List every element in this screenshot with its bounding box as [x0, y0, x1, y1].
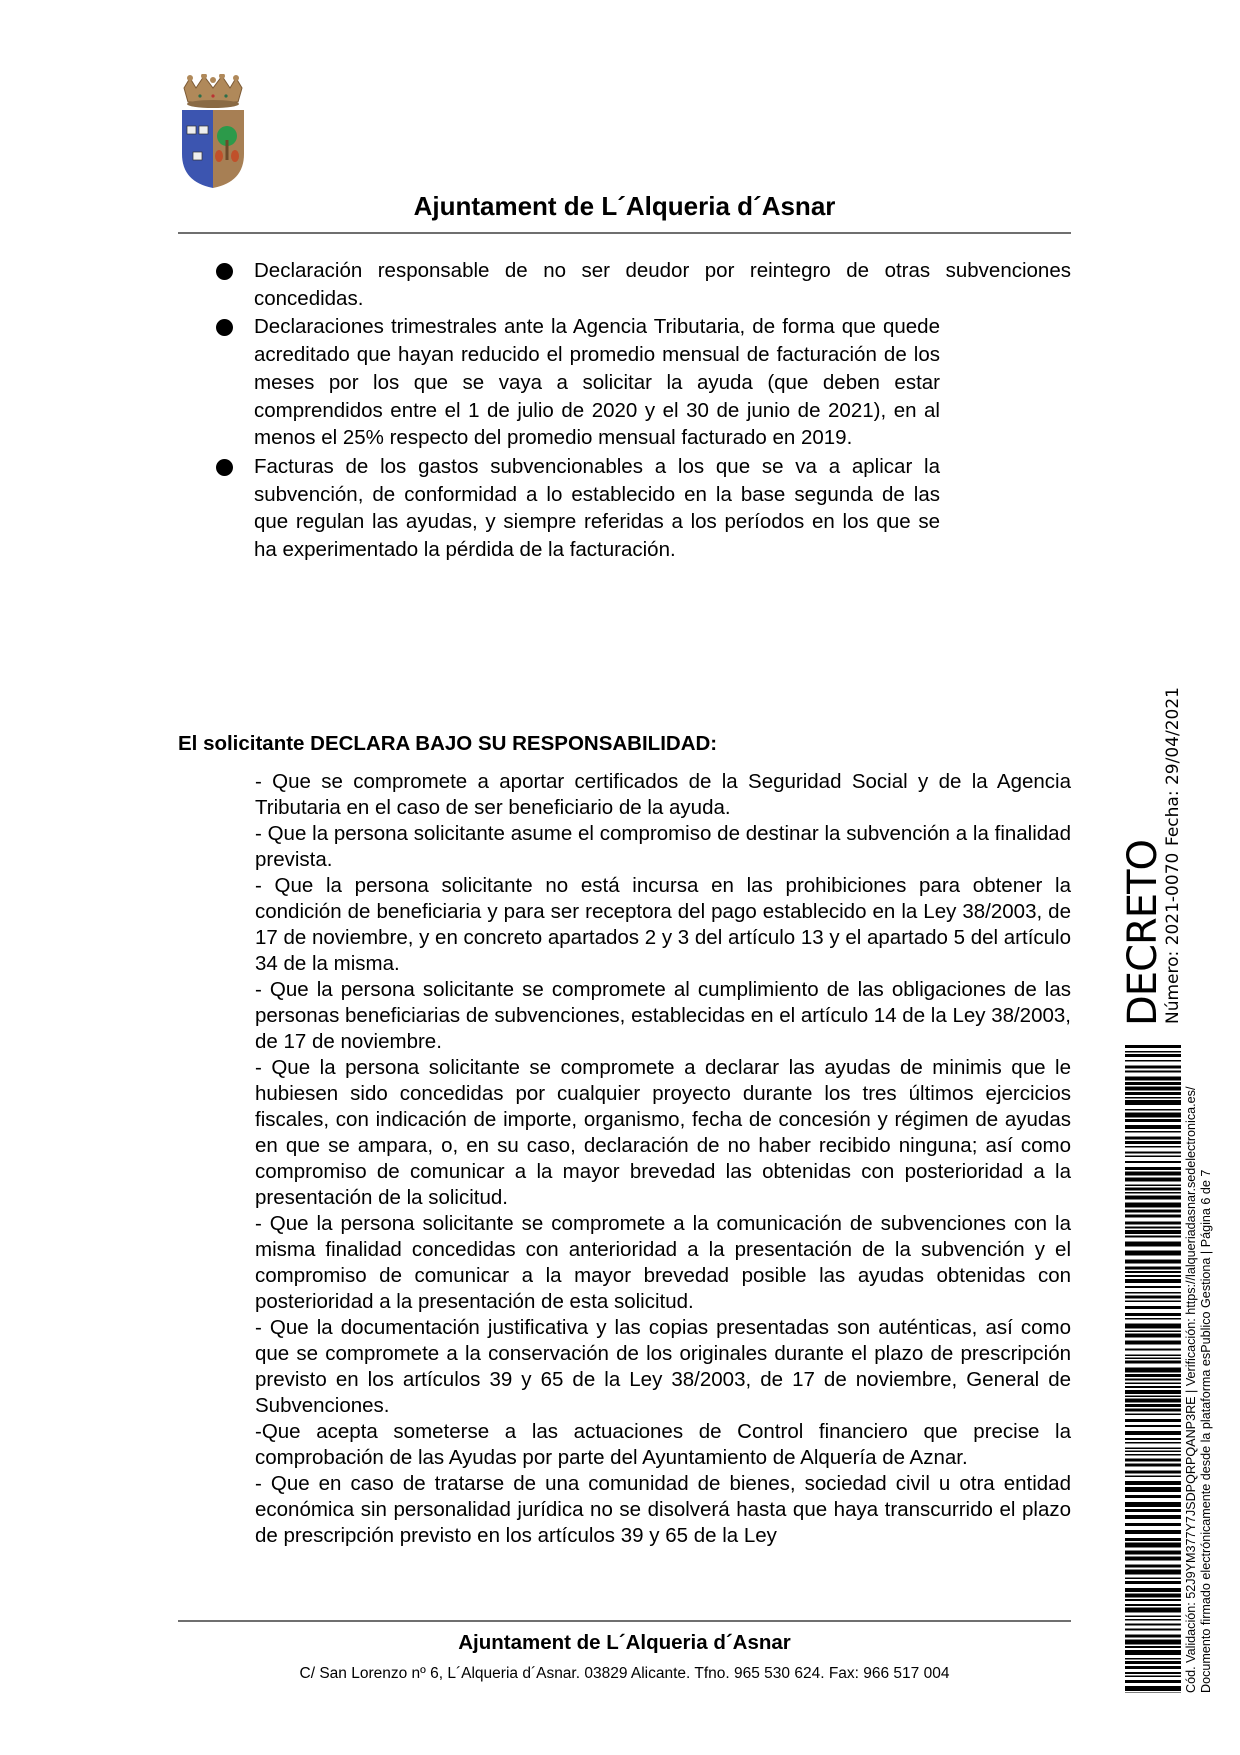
barcode-bar: [1125, 1349, 1181, 1351]
barcode-bar: [1125, 1192, 1181, 1194]
barcode-bar: [1125, 1236, 1181, 1238]
barcode-bar: [1125, 1279, 1181, 1283]
barcode-bar: [1125, 1361, 1181, 1364]
barcode-bar: [1125, 1119, 1181, 1122]
declaration-item: - Que en caso de tratarse de una comunidad de bienes, sociedad civil u otra entidad económica sin personalidad jurídica no se disolverá hasta que haya transcurrido el plazo de prescripción previsto en los artículos 39 y 65 de la Ley: [255, 1472, 1071, 1547]
barcode-bar: [1125, 1137, 1181, 1140]
barcode-bar: [1125, 1419, 1181, 1422]
barcode-bar: [1125, 1210, 1181, 1213]
barcode-bar: [1125, 1619, 1181, 1621]
barcode-bar: [1125, 1313, 1181, 1316]
barcode-bar: [1125, 1404, 1181, 1407]
barcode-bar: [1125, 1604, 1181, 1606]
barcode-bar: [1125, 1324, 1181, 1329]
barcode-bar: [1125, 1318, 1181, 1320]
footer-divider: [178, 1620, 1071, 1622]
page-header-title: Ajuntament de L´Alqueria d´Asnar: [413, 191, 836, 221]
barcode-bar: [1125, 1260, 1181, 1264]
barcode-bar: [1125, 1390, 1181, 1394]
barcode-bar: [1125, 1425, 1181, 1427]
barcode-bar: [1125, 1331, 1181, 1333]
stamp-document-type: DECRETO: [1120, 840, 1166, 1026]
declaration-item: - Que la persona solicitante asume el compromiso de destinar la subvención a la finalidad prevista.: [255, 822, 1071, 871]
barcode-bar: [1125, 1131, 1181, 1133]
barcode-bar: [1125, 1557, 1181, 1561]
barcode-bar: [1125, 1650, 1181, 1655]
barcode-bar: [1125, 1538, 1181, 1541]
barcode-bar: [1125, 1409, 1181, 1412]
barcode-bar: [1125, 1125, 1181, 1129]
barcode-bar: [1125, 1267, 1181, 1270]
list-item-text: Declaraciones trimestrales ante la Agencia Tributaria, de forma que quede acreditado que hayan reducido el promedio mensual de facturación de los meses por los que se vaya a solicitar la ayuda (que deben estar comprendidos entre el 1 de julio de 2020 y el 30 de junio de 2021), en al menos el 25% respecto del promedio mensual facturado en 2019.: [254, 315, 940, 450]
stamp-number: Número: 2021-0070: [1163, 852, 1183, 1024]
barcode-bar: [1125, 1097, 1181, 1099]
list-item-text: Declaración responsable de no ser deudor por reintegro de otras subvenciones concedidas.: [254, 259, 1071, 310]
barcode-bar: [1125, 1661, 1181, 1664]
barcode-bar: [1125, 1471, 1181, 1474]
barcode-bar: [1125, 1071, 1181, 1073]
declaration-item: -Que acepta someterse a las actuaciones de Control financiero que precise la comprobación de las Ayudas por parte del Ayuntamiento de Alquería de Aznar.: [255, 1420, 1071, 1469]
header-divider: [178, 232, 1071, 234]
barcode-bar: [1125, 1082, 1181, 1085]
barcode-bar: [1125, 1296, 1181, 1299]
barcode-bar: [1125, 1271, 1181, 1273]
barcode-bar: [1125, 1608, 1181, 1613]
barcode-bar: [1125, 1530, 1181, 1534]
barcode-bar: [1125, 1396, 1181, 1398]
barcode-bar: [1125, 1051, 1181, 1053]
barcode-bar: [1125, 1087, 1181, 1091]
barcode-bar: [1125, 1451, 1181, 1453]
barcode-bar: [1125, 1178, 1181, 1182]
barcode-bar: [1125, 1431, 1181, 1435]
barcode-bar: [1125, 1676, 1181, 1678]
barcode-bar: [1125, 1066, 1181, 1069]
barcode-bar: [1125, 1509, 1181, 1512]
barcode-bar: [1125, 1414, 1181, 1416]
barcode-bar: [1125, 1599, 1181, 1601]
barcode-bar: [1125, 1379, 1181, 1381]
barcode-bar: [1125, 1464, 1181, 1467]
barcode-bar: [1125, 1368, 1181, 1373]
barcode-bar: [1125, 1196, 1181, 1200]
barcode-bar: [1125, 1060, 1181, 1062]
barcode-bar: [1125, 1588, 1181, 1592]
barcode-bar: [1125, 1646, 1181, 1648]
barcode-bar: [1125, 1188, 1181, 1191]
barcode-bar: [1125, 1185, 1181, 1187]
barcode-bar: [1125, 1686, 1181, 1691]
barcode-bar: [1125, 1146, 1181, 1148]
barcode-bar: [1125, 1386, 1181, 1388]
validation-code-line: Cód. Validación: 52J9YM377Y7JSDPQRPQANP3RE | Verificación: https://lalqueriadasnar.sedelectronica.es/: [1184, 1086, 1198, 1693]
barcode-bar: [1125, 1578, 1181, 1580]
barcode-bar: [1125, 1616, 1181, 1618]
barcode-bar: [1125, 1680, 1181, 1683]
crown-icon: [184, 74, 242, 108]
barcode-bar: [1125, 1172, 1181, 1176]
barcode-bar: [1125, 1113, 1181, 1118]
barcode-bar: [1125, 1383, 1181, 1385]
required-documents-list: [178, 257, 1071, 565]
barcode-bar: [1125, 1301, 1181, 1303]
barcode-bar: [1125, 1077, 1181, 1081]
barcode-bar: [1125, 1215, 1181, 1218]
barcode-bar: [1125, 1161, 1181, 1163]
barcode-bar: [1125, 1629, 1181, 1631]
declarations-heading: El solicitante DECLARA BAJO SU RESPONSABILIDAD:: [178, 732, 718, 755]
barcode-bar: [1125, 1523, 1181, 1526]
barcode-bar: [1125, 1141, 1181, 1144]
barcode-bar: [1125, 1442, 1181, 1444]
barcode-bar: [1125, 1624, 1181, 1626]
barcode-bar: [1125, 1658, 1181, 1660]
barcode-bar: [1125, 1594, 1181, 1598]
barcode-bar: [1125, 1286, 1181, 1288]
barcode-bar: [1125, 1543, 1181, 1548]
declaration-item: - Que la persona solicitante se compromete a declarar las ayudas de minimis que le hubiesen sido concedidas por cualquier proyecto durante los tres últimos ejercicios fiscales, con indicación de importe, organismo, fecha de concesión y régimen de ayudas en que se ampara, o, en su caso, declaración de no haber recibido ninguna; así como compromiso de comunicar a la mayor brevedad las obtenidas con posterioridad a la presentación de la solicitud.: [255, 1056, 1071, 1209]
barcode-bar: [1125, 1487, 1181, 1492]
stamp-date: Fecha: 29/04/2021: [1163, 687, 1183, 846]
barcode-bar: [1125, 1156, 1181, 1158]
barcode-bar: [1125, 1581, 1181, 1584]
barcode-bar: [1125, 1635, 1181, 1638]
signature-platform-line: Documento firmado electrónicamente desde la plataforma esPublico Gestiona | Página 6 de 7: [1199, 1169, 1213, 1693]
municipal-coat-of-arms-logo: [178, 74, 248, 190]
footer-address: C/ San Lorenzo nº 6, L´Alqueria d´Asnar. 03829 Alicante. Tfno. 965 530 624. Fax: 966 517 004: [299, 1665, 950, 1682]
barcode-bar: [1125, 1100, 1181, 1105]
declaration-item: - Que la persona solicitante se compromete a la comunicación de subvenciones con la misma finalidad concedidas con anterioridad a la presentación de la subvención y el compromiso de comunicar a la mayor brevedad posible las ayudas obtenidas con posterioridad a la presentación de esta solicitud.: [255, 1212, 1071, 1313]
barcode-bar: [1125, 1292, 1181, 1294]
barcode-bar: [1125, 1454, 1181, 1456]
list-item: [178, 257, 1071, 312]
declaration-item: - Que se compromete a aportar certificados de la Seguridad Social y de la Agencia Tributaria en el caso de ser beneficiario de la ayuda.: [255, 770, 1071, 819]
barcode-bar: [1125, 1565, 1181, 1568]
barcode-bar: [1125, 1666, 1181, 1669]
barcode-bar: [1125, 1167, 1181, 1170]
barcode-bar: [1125, 1275, 1181, 1277]
barcode-bar: [1125, 1334, 1181, 1338]
barcode-bar: [1125, 1242, 1181, 1247]
barcode-bar: [1125, 1374, 1181, 1377]
barcode-bar: [1125, 1152, 1181, 1154]
barcode-bar: [1125, 1551, 1181, 1555]
list-item-text: Facturas de los gastos subvencionables a los que se va a aplicar la subvención, de conformidad a lo establecido en la base segunda de las que regulan las ayudas, y siempre referidas a los períodos en los que se ha experimentado la pérdida de la facturación.: [254, 454, 940, 562]
declaration-item: - Que la persona solicitante se compromete al cumplimiento de las obligaciones de las personas beneficiarias de subvenciones, establecidas en el artículo 14 de la Ley 38/2003, de 17 de noviembre.: [255, 978, 1071, 1053]
declaration-item: - Que la documentación justificativa y las copias presentadas son auténticas, así como que se compromete a la conservación de los originales durante el plazo de prescripción previsto en los artículos 39 y 65 de la Ley 38/2003, de 17 de noviembre, General de Subvenciones.: [255, 1316, 1071, 1417]
barcode-bar: [1125, 1355, 1181, 1357]
barcode-bar: [1125, 1399, 1181, 1403]
declarations-list: [255, 769, 1071, 1549]
bullet-icon: [216, 263, 233, 280]
barcode-bar: [1125, 1203, 1181, 1208]
verification-text: [1184, 1087, 1214, 1693]
barcode-bar: [1125, 1476, 1181, 1478]
barcode-bar: [1125, 1438, 1181, 1440]
barcode-bar: [1125, 1222, 1181, 1225]
barcode-bar: [1125, 1054, 1181, 1057]
barcode-bar: [1125, 1306, 1181, 1309]
footer-title: Ajuntament de L´Alqueria d´Asnar: [458, 1631, 791, 1654]
list-item: [178, 313, 1071, 452]
barcode-bar: [1125, 1502, 1181, 1507]
barcode-bar: [1125, 1251, 1181, 1256]
barcode-bar: [1125, 1481, 1181, 1485]
barcode-bar: [1125, 1693, 1181, 1694]
declaration-item: - Que la persona solicitante no está incursa en las prohibiciones para obtener la condición de beneficiaria y para ser receptora del pago establecido en la Ley 38/2003, de 17 de noviembre, y en concreto apartados 2 y 3 del artículo 13 y el apartado 5 del artículo 34 de la misma.: [255, 874, 1071, 975]
list-item: [178, 453, 1071, 564]
barcode-bar: [1125, 1448, 1181, 1450]
barcode-bar: [1125, 1459, 1181, 1462]
barcode-bar: [1125, 1045, 1181, 1048]
barcode-bar: [1125, 1515, 1181, 1519]
barcode-bar: [1125, 1358, 1181, 1360]
barcode-bar: [1125, 1227, 1181, 1229]
validation-barcode: [1125, 1045, 1181, 1693]
bullet-icon: [216, 319, 233, 336]
barcode-bar: [1125, 1109, 1181, 1111]
barcode-bar: [1125, 1640, 1181, 1645]
bullet-icon: [216, 459, 233, 476]
barcode-bar: [1125, 1092, 1181, 1095]
barcode-bar: [1125, 1230, 1181, 1234]
barcode-bar: [1125, 1672, 1181, 1674]
barcode-bar: [1125, 1570, 1181, 1575]
shield-icon: [182, 110, 244, 188]
barcode-bar: [1125, 1495, 1181, 1498]
barcode-bar: [1125, 1341, 1181, 1345]
